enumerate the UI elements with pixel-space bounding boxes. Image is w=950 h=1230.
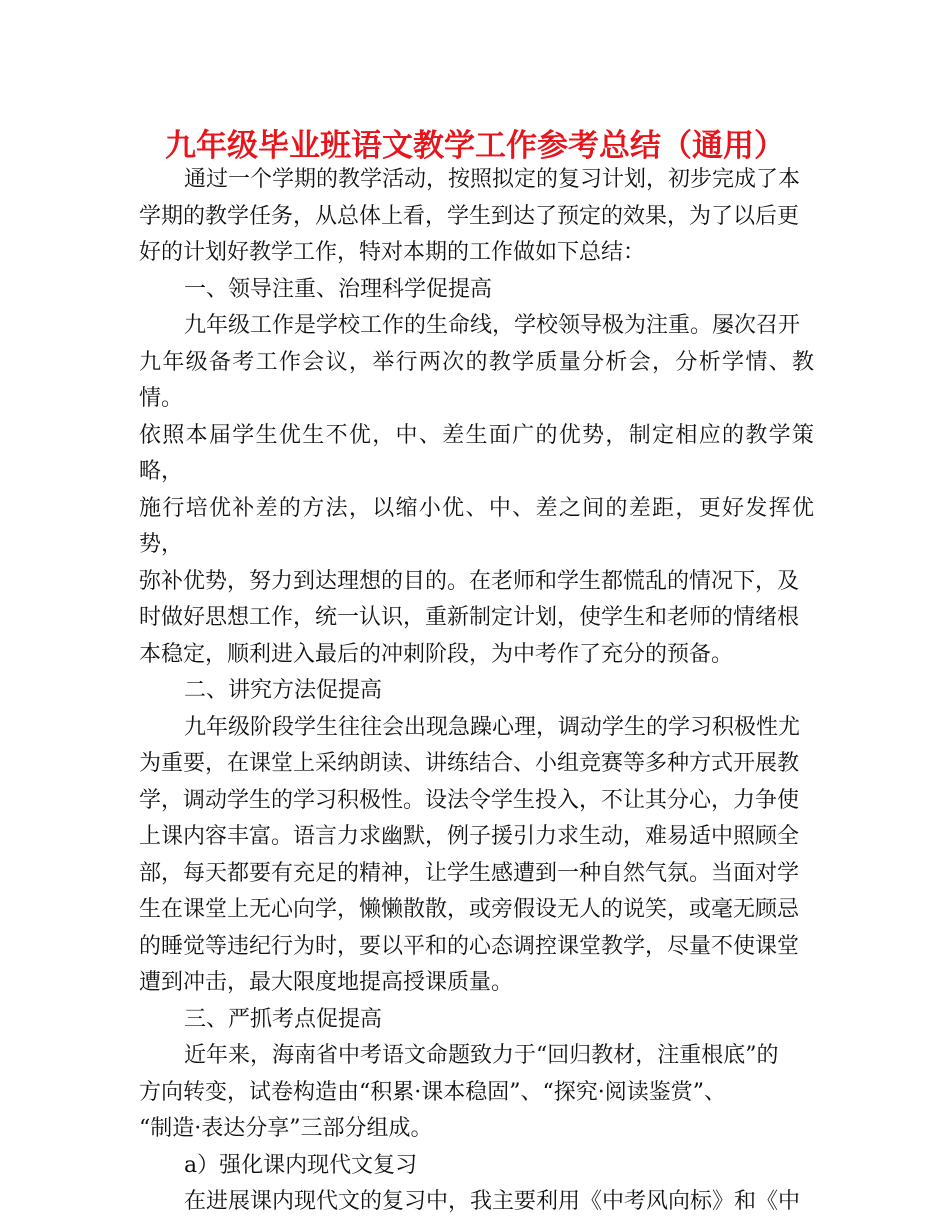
subsection-heading-a: a）强化课内现代文复习 (184, 1152, 418, 1178)
section-heading-3: 三、严抓考点促提高 (184, 1006, 383, 1032)
section-1-paragraph: 九年级工作是学校工作的生命线，学校领导极为注重。屡次召开 九年级备考工作会议，举行两次的教学质量分析会，分析学情、教情。 依照本届学生优生不优，中、差生面广的优势，制定相应的教学策略， 施行培优补差的方法，以缩小优、中、差之间的差距，更好发挥优势， 弥补优势，努力到达理想的目的。在老师和学生都慌乱的情况下，及 时做好思想工作，统一认识，重新制定计划，使学生和老师的情绪根 本稳定，顺利进入最后的冲刺阶段，为中考作了充分的预备。 (139, 313, 814, 667)
subsection-a-paragraph: 在进展课内现代文的复习中，我主要利用《中考风向标》和《中 (184, 1189, 801, 1214)
section-heading-2: 二、讲究方法促提高 (184, 678, 383, 703)
section-heading-1: 一、领导注重、治理科学促提高 (184, 276, 493, 302)
document-title: 九年级毕业班语文教学工作参考总结（通用） (165, 128, 785, 164)
document-body (139, 162, 814, 1221)
section-3-paragraph: 近年来，海南省中考语文命题致力于“回归教材，注重根底”的 方向转变，试卷构造由“积累·课本稳固”、“探究·阅读鉴赏”、 “制造·表达分享”三部分组成。 (139, 1043, 779, 1141)
section-2-paragraph: 九年级阶段学生往往会出现急躁心理，调动学生的学习积极性尤 为重要，在课堂上采纳朗读、讲练结合、小组竞赛等多种方式开展教 学，调动学生的学习积极性。设法令学生投入，不让其分心，力争使 上课内容丰富。语言力求幽默，例子援引力求生动，难易适中照顾全 部，每天都要有充足的精神，让学生感遭到一种自然气氛。当面对学 生在课堂上无心向学，懒懒散散，或旁假设无人的说笑，或毫无顾忌 的睡觉等违纪行为时，要以平和的心态调控课堂教学，尽量不使课堂 遭到冲击，最大限度地提高授课质量。 (139, 714, 801, 995)
intro-paragraph: 通过一个学期的教学活动，按照拟定的复习计划，初步完成了本 学期的教学任务，从总体上看，学生到达了预定的效果，为了以后更 好的计划好教学工作，特对本期的工作做如下总结： (139, 167, 801, 265)
